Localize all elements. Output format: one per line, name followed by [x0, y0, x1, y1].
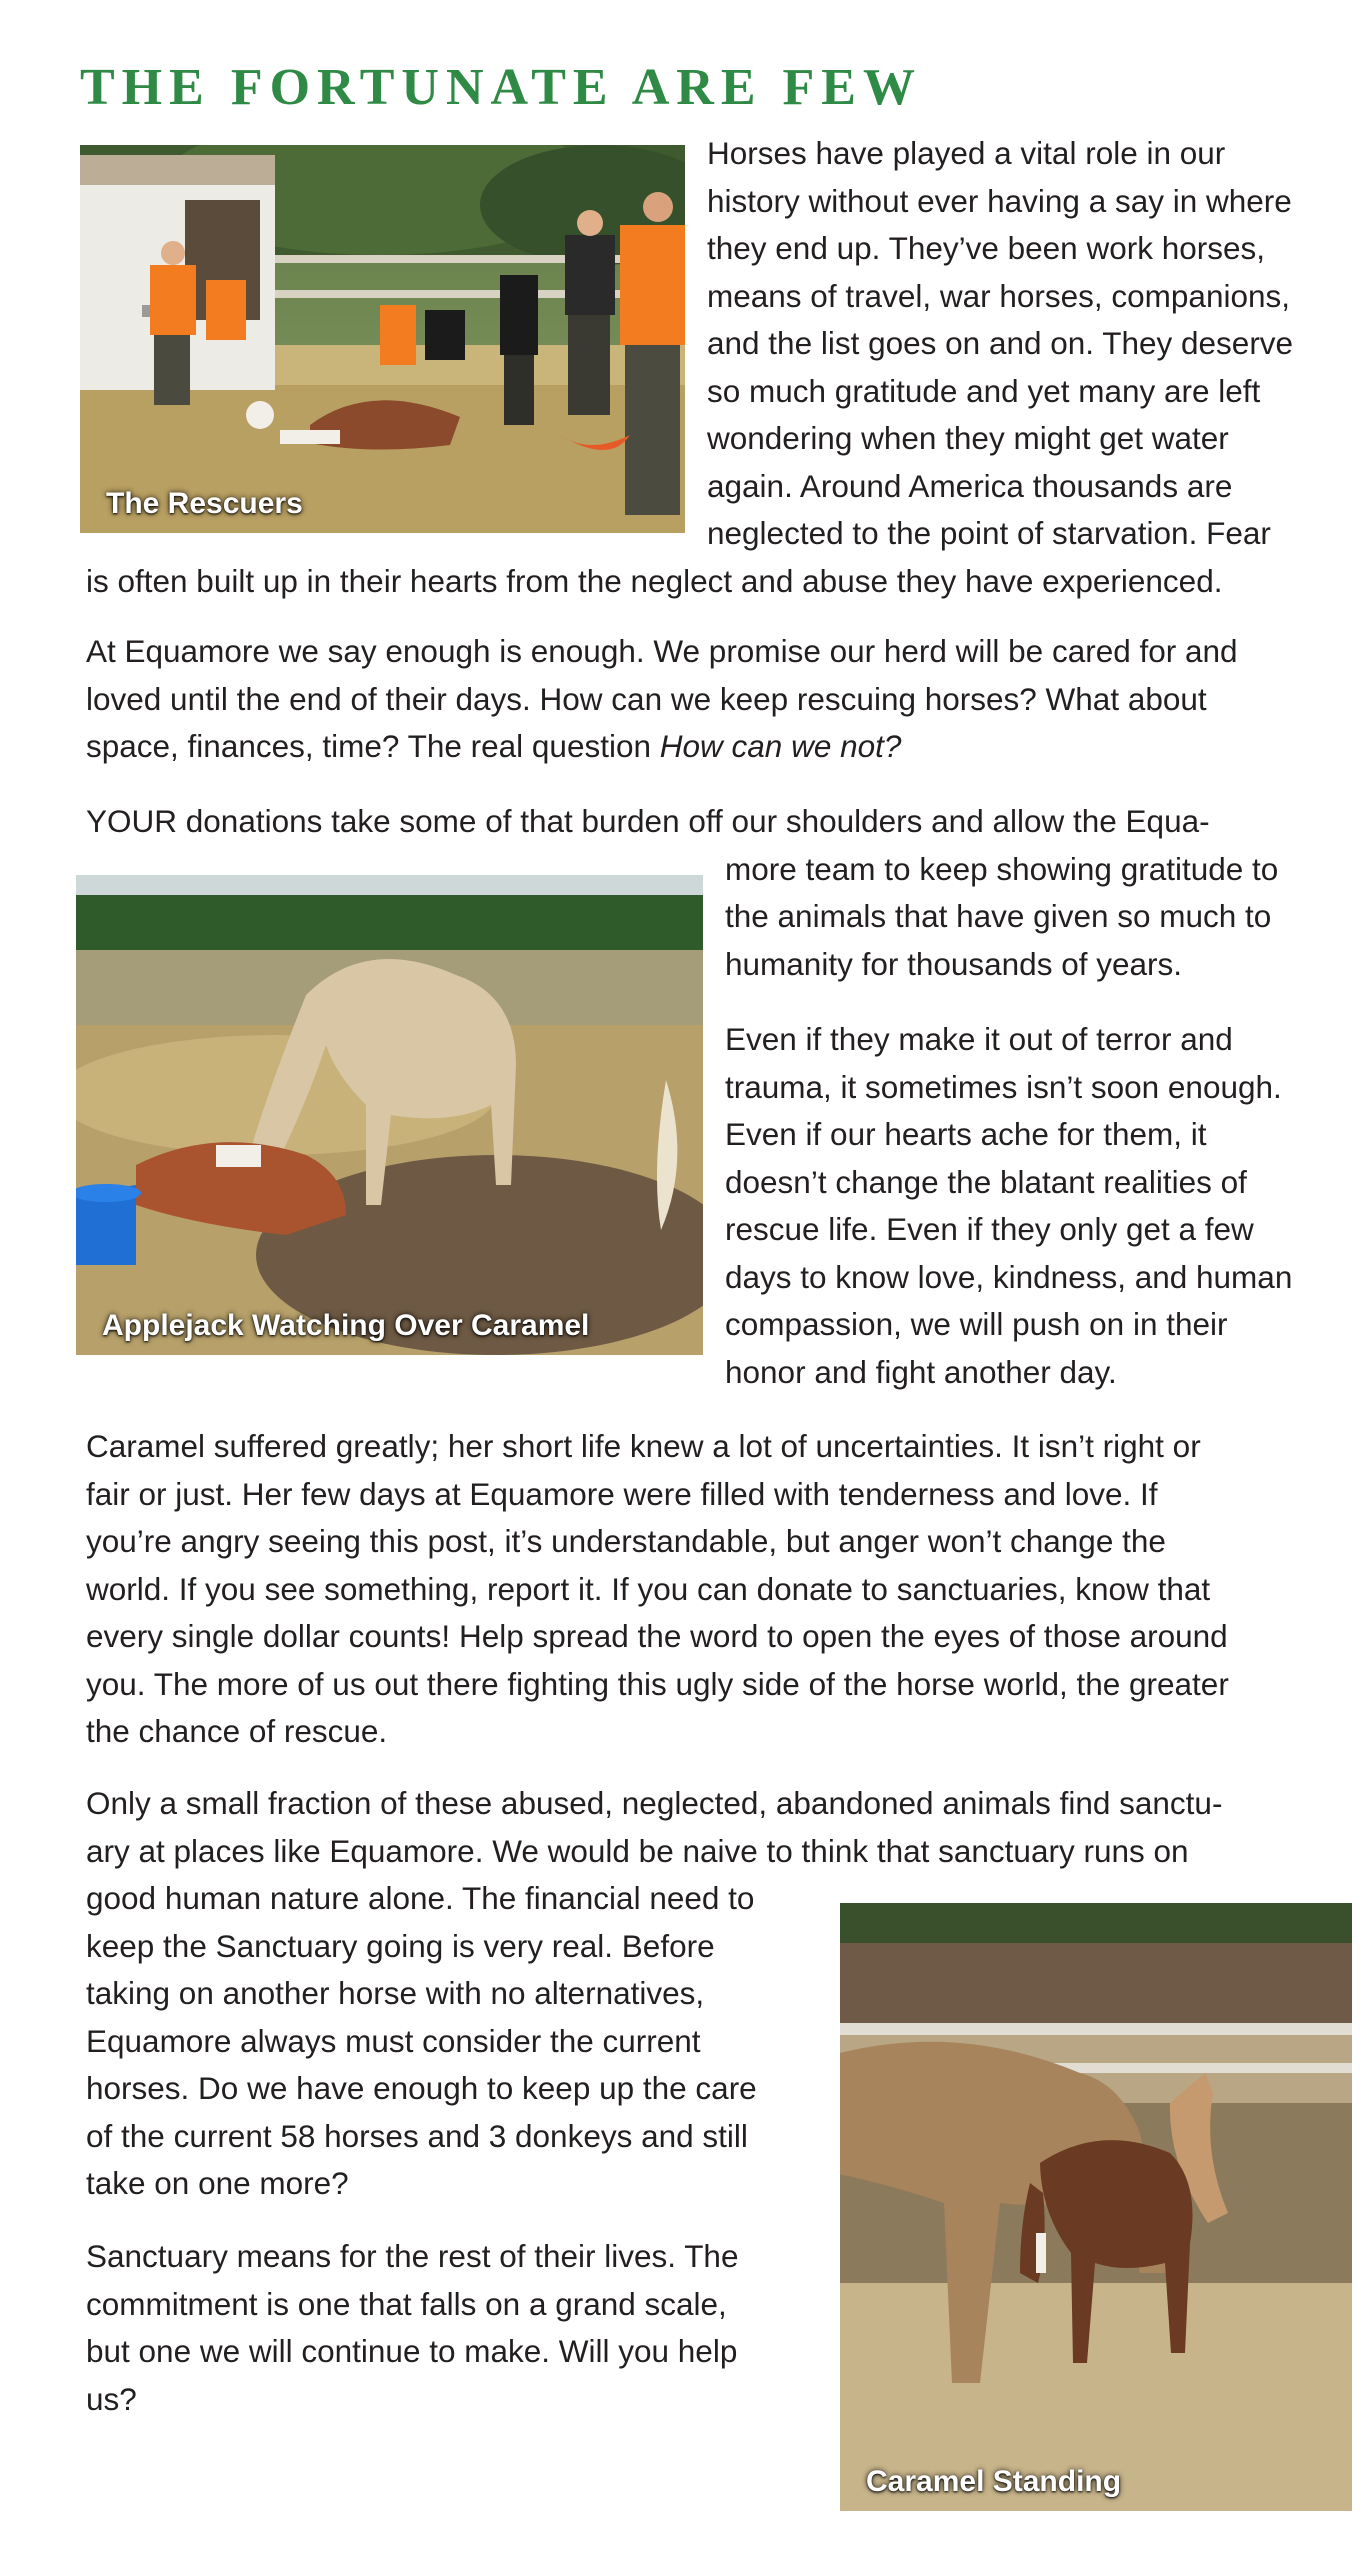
text-line: but one we will continue to make. Will you help: [86, 2333, 738, 2369]
text-line: history without ever having a say in where: [707, 182, 1292, 219]
text-line: Equamore always must consider the current: [86, 2022, 701, 2059]
text-line: is often built up in their hearts from the neglect and abuse they have experienced.: [86, 562, 1223, 599]
text-line: YOUR donations take some of that burden off our shoulders and allow the Equa-: [86, 803, 1210, 839]
paragraph-6: [86, 1780, 1222, 2208]
paragraph-3: [0, 798, 1371, 988]
caramel-caption: Caramel Standing: [866, 2465, 1122, 2498]
text-line: doesn’t change the blatant realities of: [725, 1163, 1247, 1200]
text-line: humanity for thousands of years.: [725, 945, 1182, 982]
text-line: you. The more of us out there fighting this ugly side of the horse world, the greater: [86, 1665, 1229, 1702]
text-line: means of travel, war horses, companions,: [707, 277, 1291, 314]
text-line: wondering when they might get water: [707, 420, 1229, 456]
text-line: so much gratitude and yet many are left: [707, 372, 1261, 409]
text-line: the chance of rescue.: [86, 1713, 388, 1749]
text-line: neglected to the point of starvation. Fear: [707, 515, 1271, 551]
text-line: again. Around America thousands are: [707, 467, 1233, 504]
text-line: horses. Do we have enough to keep up the care: [86, 2070, 757, 2106]
text-line: the animals that have given so much to: [725, 898, 1272, 934]
text-line: every single dollar counts! Help spread the word to open the eyes of those around: [86, 1618, 1228, 1654]
text-line: loved until the end of their days. How can we keep rescuing horses? What about: [86, 680, 1207, 717]
page-title: THE FORTUNATE ARE FEW: [80, 59, 922, 116]
text-line: Horses have played a vital role in our: [707, 135, 1226, 171]
text-line: and the list goes on and on. They deserve: [707, 325, 1294, 361]
text-line: compassion, we will push on in their: [725, 1306, 1228, 1342]
text-line: Only a small fraction of these abused, neglected, abandoned animals find sanctu-: [86, 1785, 1223, 1821]
text-line: of the current 58 horses and 3 donkeys and still: [86, 2117, 748, 2154]
text-line: more team to keep showing gratitude to: [725, 850, 1279, 887]
text-line: rescue life. Even if they only get a few: [725, 1211, 1254, 1247]
text-line: keep the Sanctuary going is very real. Before: [86, 1927, 715, 1964]
paragraph-4: [725, 1016, 1292, 1396]
text-line: us?: [86, 2380, 137, 2417]
text-line: trauma, it sometimes isn’t soon enough.: [725, 1068, 1282, 1105]
text-line: fair or just. Her few days at Equamore were filled with tenderness and love. If: [86, 1475, 1158, 1512]
text-line: take on one more?: [86, 2165, 349, 2201]
text-line: world. If you see something, report it. If you can donate to sanctuaries, know that: [86, 1570, 1211, 1607]
text-line: days to know love, kindness, and human: [725, 1258, 1293, 1295]
text-segment: space, finances, time? The real question: [86, 728, 660, 764]
text-line: commitment is one that falls on a grand scale,: [86, 2285, 727, 2322]
text-line: taking on another horse with no alternatives,: [86, 1975, 705, 2011]
text-line: Caramel suffered greatly; her short life knew a lot of uncertainties. It isn’t right or: [86, 1428, 1201, 1464]
text-line: you’re angry seeing this post, it’s understandable, but anger won’t change the: [86, 1523, 1166, 1559]
text-line: good human nature alone. The financial need to: [86, 1880, 755, 1916]
text-line: Even if they make it out of terror and: [725, 1021, 1233, 1057]
text-line: honor and fight another day.: [725, 1353, 1117, 1390]
applejack-caption: Applejack Watching Over Caramel: [102, 1309, 590, 1342]
paragraph-2: [86, 628, 1238, 771]
text-line: ary at places like Equamore. We would be naive to think that sanctuary runs on: [86, 1832, 1189, 1869]
text-line: they end up. They’ve been work horses,: [707, 230, 1266, 266]
text-line: Even if our hearts ache for them, it: [725, 1116, 1207, 1152]
paragraph-1: [0, 130, 1371, 605]
paragraph-7: [86, 2233, 738, 2423]
text-line: Sanctuary means for the rest of their lives. The: [86, 2238, 739, 2274]
text-line: [86, 723, 1238, 771]
paragraph-5: [86, 1423, 1229, 1756]
text-line: At Equamore we say enough is enough. We promise our herd will be cared for and: [86, 633, 1238, 669]
rescuers-caption: The Rescuers: [106, 487, 303, 520]
emphasis-text: How can we not?: [659, 728, 902, 764]
